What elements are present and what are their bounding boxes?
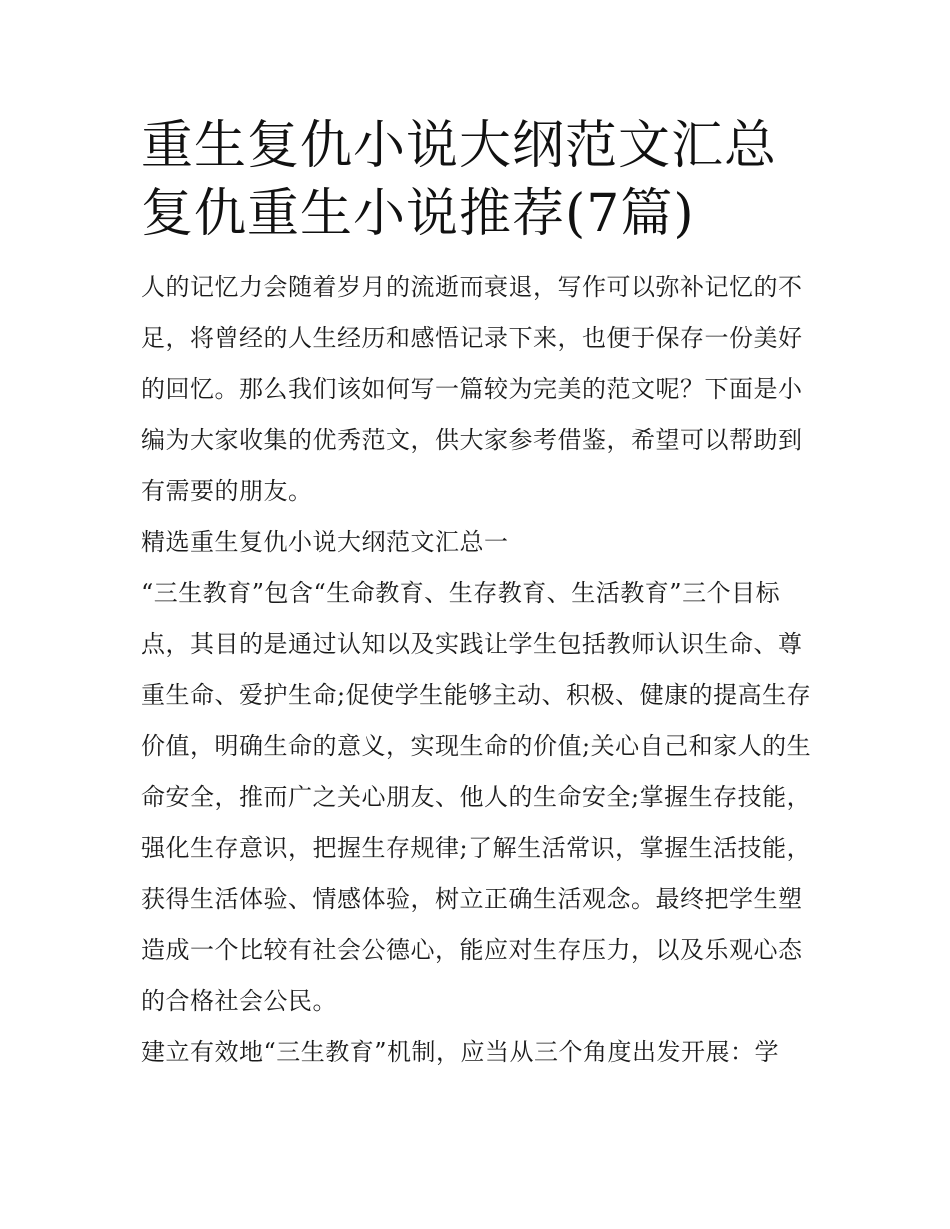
document-title: 重生复仇小说大纲范文汇总 复仇重生小说推荐(7篇) xyxy=(141,116,778,244)
document-body xyxy=(141,262,813,1078)
body-paragraph: 建立有效地“三生教育”机制，应当从三个角度出发开展：学 xyxy=(141,1038,780,1066)
intro-paragraph: 人的记忆力会随着岁月的流逝而衰退，写作可以弥补记忆的不足，将曾经的人生经历和感悟记录下来，也便于保存一份美好的回忆。那么我们该如何写一篇较为完美的范文呢？下面是小编为大家收集的优秀范文，供大家参考借鉴，希望可以帮助到有需要的朋友。 xyxy=(141,273,803,505)
section-heading: 精选重生复仇小说大纲范文汇总一 xyxy=(141,528,509,556)
document-content xyxy=(141,112,813,1078)
body-paragraph: “三生教育”包含“生命教育、生存教育、生活教育”三个目标点，其目的是通过认知以及实践让学生包括教师认识生命、尊重生命、爱护生命;促使学生能够主动、积极、健康的提高生存价值，明确生命的意义，实现生命的价值;关心自己和家人的生命安全，推而广之关心朋友、他人的生命安全;掌握生存技能，强化生存意识，把握生存规律;了解生活常识，掌握生活技能，获得生活体验、情感体验，树立正确生活观念。最终把学生塑造成一个比较有社会公德心，能应对生存压力，以及乐观心态的合格社会公民。 xyxy=(141,579,812,1015)
